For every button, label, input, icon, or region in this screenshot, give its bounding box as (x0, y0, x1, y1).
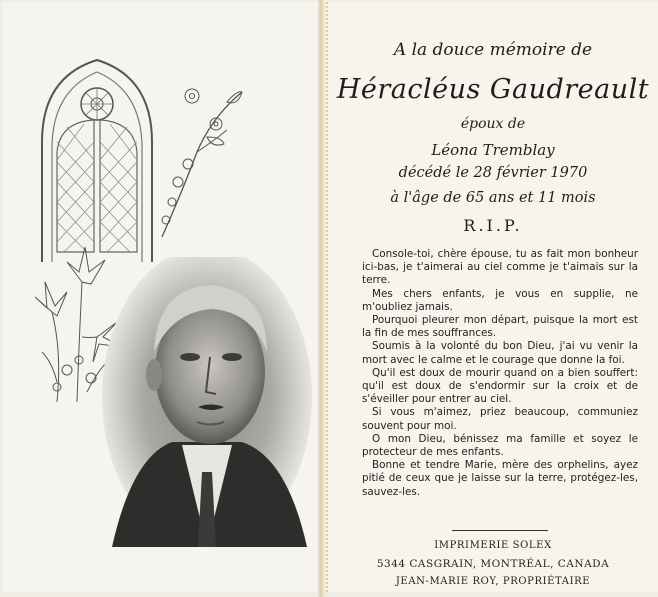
right-panel (326, 2, 658, 592)
verse: Pourquoi pleurer mon départ, puisque la mort est la fin de mes souffrances. (362, 314, 638, 340)
deceased-name: Héracléus Gaudreault (336, 74, 650, 105)
card-fold (318, 0, 326, 597)
rip: R.I.P. (463, 216, 523, 235)
flower-branch-illustration (152, 82, 252, 242)
printer-address: 5344 CASGRAIN, MONTRÉAL, CANADA (376, 558, 610, 570)
verse: Soumis à la volonté du bon Dieu, j'ai vu venir la mort avec le calme et le courage que donne la foi. (362, 340, 638, 366)
printer-name: IMPRIMERIE SOLEX (434, 540, 552, 551)
spouse-name: Léona Tremblay (431, 141, 555, 159)
verse: Qu'il est doux de mourir quand on a bien souffert: qu'il est doux de s'endormir sur la croix et de s'éveiller pour entrer au ciel. (362, 366, 638, 406)
portrait-photo (102, 257, 312, 547)
verses (362, 248, 638, 499)
left-panel (2, 2, 319, 592)
verse: Bonne et tendre Marie, mère des orphelins, ayez pitié de ceux que je laisse sur la terre, protégez-les, sauvez-les. (362, 459, 638, 498)
printer-owner: JEAN-MARIE ROY, PROPRIÉTAIRE (395, 576, 591, 587)
spouse-prefix: époux de (460, 116, 526, 132)
verse: Console-toi, chère épouse, tu as fait mon bonheur ici-bas, je t'aimerai au ciel comme je t'aimais sur la terre. (362, 248, 638, 287)
memorial-heading: A la douce mémoire de (393, 40, 593, 60)
verse: Si vous m'aimez, priez beaucoup, communiez souvent pour moi. (362, 406, 638, 432)
gothic-window-illustration (32, 52, 162, 262)
verse: Mes chers enfants, je vous en supplie, ne m'oubliez jamais. (362, 287, 638, 313)
verse: O mon Dieu, bénissez ma famille et soyez le protecteur de mes enfants. (362, 432, 638, 459)
age-at-death: à l'âge de 65 ans et 11 mois (390, 190, 596, 206)
divider (452, 530, 548, 531)
death-date: décédé le 28 février 1970 (398, 165, 588, 181)
